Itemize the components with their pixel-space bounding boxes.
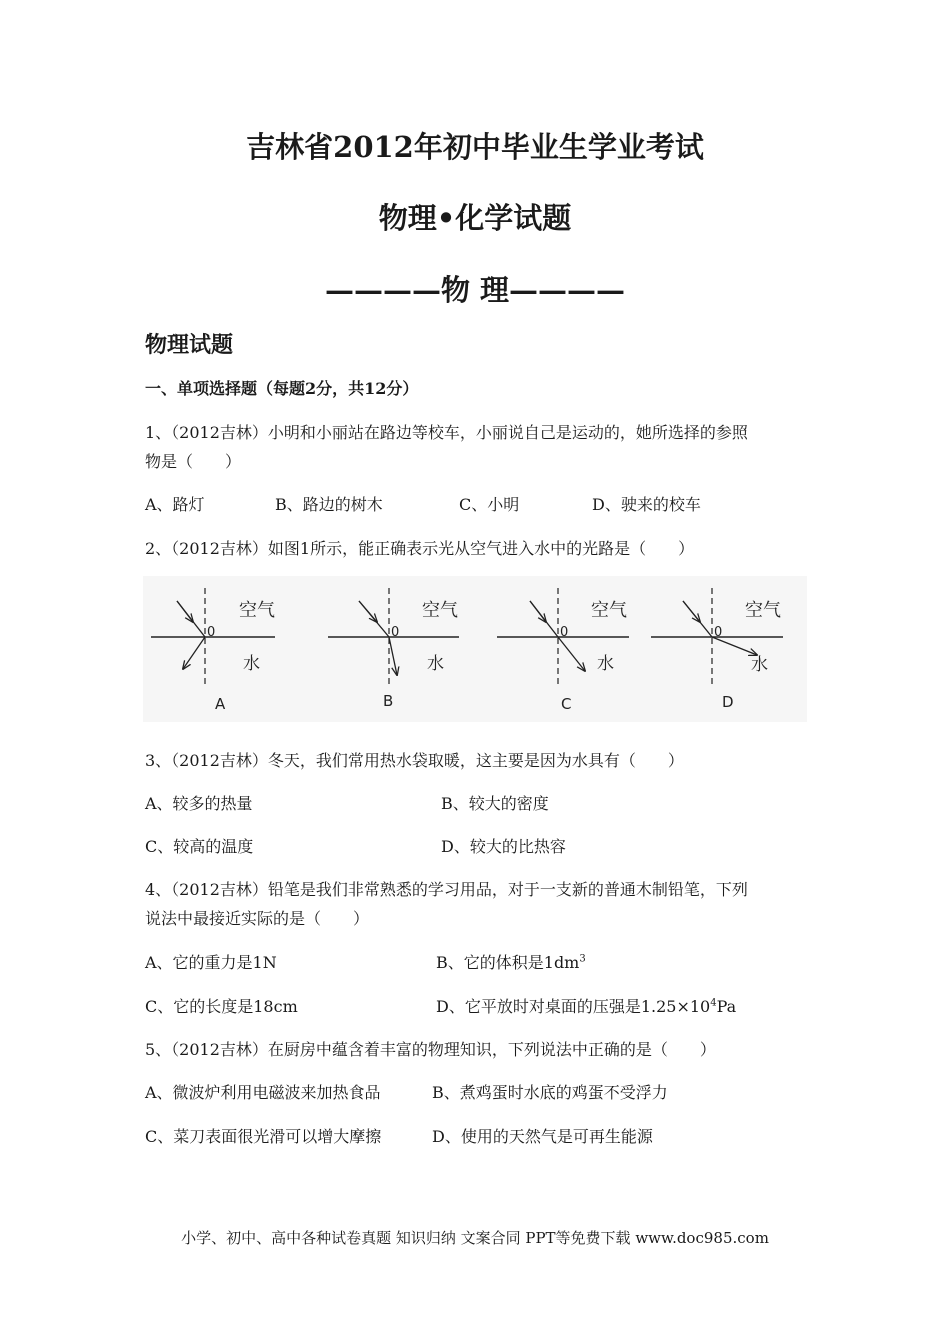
panel-c-air-label: 空气 xyxy=(591,600,627,621)
question-2-stem: 2、（2012吉林）如图1所示，能正确表示光从空气进入水中的光路是（ ） xyxy=(145,539,695,558)
question-3-option-d: D、较大的比热容 xyxy=(441,837,566,856)
question-1-option-b: B、路边的树木 xyxy=(275,495,383,514)
question-3-option-b: B、较大的密度 xyxy=(441,794,549,813)
panel-b-label: B xyxy=(383,692,394,710)
subject-heading: ————物 理———— xyxy=(324,273,626,307)
question-4-option-a: A、它的重力是1N xyxy=(145,953,277,972)
section-title: 物理试题 xyxy=(145,332,234,358)
panel-a-label: A xyxy=(215,695,226,713)
question-4-option-c: C、它的长度是18cm xyxy=(145,997,298,1016)
question-5-option-c: C、菜刀表面很光滑可以增大摩擦 xyxy=(145,1127,382,1146)
question-1-option-a: A、路灯 xyxy=(145,495,205,514)
panel-b-air-label: 空气 xyxy=(422,600,458,621)
question-5-option-b: B、煮鸡蛋时水底的鸡蛋不受浮力 xyxy=(432,1083,668,1102)
question-1-option-c: C、小明 xyxy=(459,495,520,514)
exam-subtitle: 物理•化学试题 xyxy=(378,201,572,235)
panel-a-air-label: 空气 xyxy=(239,600,275,621)
question-5-stem: 5、（2012吉林）在厨房中蕴含着丰富的物理知识，下列说法中正确的是（ ） xyxy=(145,1040,716,1059)
question-5-option-d: D、使用的天然气是可再生能源 xyxy=(432,1127,653,1146)
panel-d-label: D xyxy=(722,693,734,711)
question-3-option-a: A、较多的热量 xyxy=(145,794,253,813)
question-5-option-a: A、微波炉利用电磁波来加热食品 xyxy=(145,1083,381,1102)
panel-c-water-label: 水 xyxy=(597,654,614,674)
panel-d-air-label: 空气 xyxy=(745,600,781,621)
question-3-stem: 3、（2012吉林）冬天，我们常用热水袋取暖，这主要是因为水具有（ ） xyxy=(145,751,684,770)
panel-c-label: C xyxy=(561,695,572,713)
panel-a-origin-label: 0 xyxy=(207,625,216,640)
panel-d-origin-label: 0 xyxy=(714,625,723,640)
question-1-stem-line1: 1、（2012吉林）小明和小丽站在路边等校车，小丽说自己是运动的，她所选择的参照 xyxy=(145,423,748,442)
question-3-option-c: C、较高的温度 xyxy=(145,837,254,856)
question-4-option-b: B、它的体积是$1dm^3$ xyxy=(436,953,586,972)
panel-b-water-label: 水 xyxy=(427,654,444,674)
panel-b-origin-label: 0 xyxy=(391,625,400,640)
exam-title: 吉林省2012年初中毕业生学业考试 xyxy=(246,130,704,164)
panel-c-origin-label: 0 xyxy=(560,625,569,640)
question-4-stem-line2: 说法中最接近实际的是（ ） xyxy=(145,909,370,928)
question-4-option-d: D、它平放时对桌面的压强是$1.25\times 10^4Pa$ xyxy=(436,997,737,1016)
panel-d-water-label: 水 xyxy=(751,655,768,675)
page-footer: 小学、初中、高中各种试卷真题 知识归纳 文案合同 PPT等免费下载 www.doc985.com xyxy=(181,1229,769,1247)
question-4-stem-line1: 4、（2012吉林）铅笔是我们非常熟悉的学习用品，对于一支新的普通木制铅笔，下列 xyxy=(145,880,748,899)
question-1-stem-line2: 物是（ ） xyxy=(145,452,242,471)
part-title: 一、单项选择题（每题2分，共12分） xyxy=(145,379,419,398)
question-1-option-d: D、驶来的校车 xyxy=(592,495,701,514)
panel-a-water-label: 水 xyxy=(243,654,260,674)
figure-1-light-paths xyxy=(143,576,807,722)
